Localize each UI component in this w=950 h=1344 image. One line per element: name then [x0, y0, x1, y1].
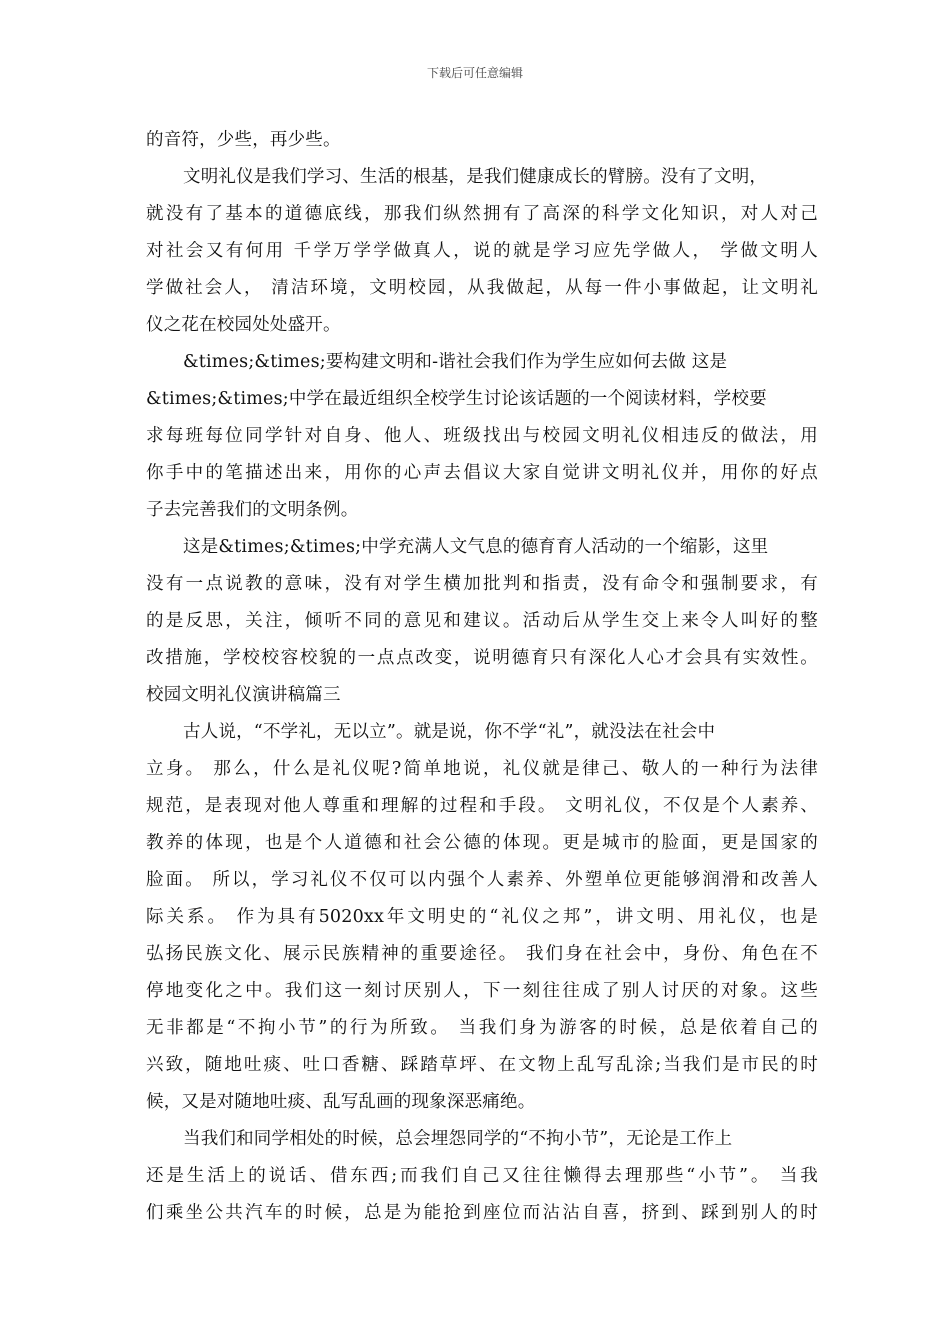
- text-line: 就没有了基本的道德底线，那我们纵然拥有了高深的科学文化知识，对人对己: [146, 204, 818, 224]
- text-line: 这是&times;&times;中学充满人文气息的德育育人活动的一个缩影，这里: [183, 537, 769, 557]
- text-line: 候，又是对随地吐痰、乱写乱画的现象深恶痛绝。: [146, 1092, 536, 1112]
- text-line: 脸面。 所以，学习礼仪不仅可以内强个人素养、外塑单位更能够润滑和改善人: [146, 870, 818, 890]
- text-line: 学做社会人， 清洁环境，文明校园，从我做起，从每一件小事做起，让文明礼: [146, 278, 818, 298]
- text-line: 规范，是表现对他人尊重和理解的过程和手段。 文明礼仪，不仅是个人素养、: [146, 796, 818, 816]
- text-line: 立身。 那么，什么是礼仪呢?简单地说，礼仪就是律己、敬人的一种行为法律: [146, 759, 818, 779]
- text-line: 的是反思，关注，倾听不同的意见和建议。活动后从学生交上来令人叫好的整: [146, 611, 818, 631]
- text-line: 的音符，少些，再少些。: [146, 130, 341, 150]
- text-line: 改措施，学校校容校貌的一点点改变，说明德育只有深化人心才会具有实效性。: [146, 648, 818, 668]
- body-text: [146, 118, 818, 1232]
- text-line: 对社会又有何用 千学万学学做真人，说的就是学习应先学做人， 学做文明人: [146, 241, 818, 261]
- text-line: 兴致，随地吐痰、吐口香糖、踩踏草坪、在文物上乱写乱涂;当我们是市民的时: [146, 1055, 818, 1075]
- text-line: 仪之花在校园处处盛开。: [146, 315, 341, 335]
- text-line: 文明礼仪是我们学习、生活的根基，是我们健康成长的臂膀。没有了文明，: [183, 167, 768, 187]
- text-line: 求每班每位同学针对自身、他人、班级找出与校园文明礼仪相违反的做法，用: [146, 426, 818, 446]
- text-line: &times;&times;要构建文明和-谐社会我们作为学生应如何去做 这是: [183, 352, 728, 372]
- text-line: 停地变化之中。我们这一刻讨厌别人，下一刻往往成了别人讨厌的对象。这些: [146, 981, 818, 1001]
- text-line: 际关系。 作为具有5020xx年文明史的“礼仪之邦”，讲文明、用礼仪，也是: [146, 907, 818, 927]
- page-header: 下载后可任意编辑: [426, 66, 523, 80]
- text-line: 弘扬民族文化、展示民族精神的重要途径。 我们身在社会中，身份、角色在不: [146, 944, 818, 964]
- text-line: 没有一点说教的意味，没有对学生横加批判和指责，没有命令和强制要求，有: [146, 574, 818, 594]
- text-line: 古人说，“不学礼，无以立”。就是说，你不学“礼”，就没法在社会中: [183, 722, 716, 742]
- text-line: 们乘坐公共汽车的时候，总是为能抢到座位而沾沾自喜，挤到、踩到别人的时: [146, 1203, 818, 1223]
- text-line: &times;&times;中学在最近组织全校学生讨论该话题的一个阅读材料，学校要: [146, 389, 767, 409]
- text-line: 教养的体现，也是个人道德和社会公德的体现。更是城市的脸面，更是国家的: [146, 833, 818, 853]
- section-heading: 校园文明礼仪演讲稿篇三: [146, 685, 341, 705]
- text-line: 你手中的笔描述出来，用你的心声去倡议大家自觉讲文明礼仪并，用你的好点: [146, 463, 818, 483]
- text-line: 无非都是“不拘小节”的行为所致。 当我们身为游客的时候，总是依着自己的: [146, 1018, 818, 1038]
- text-line: 子去完善我们的文明条例。: [146, 500, 359, 520]
- text-line: 还是生活上的说话、借东西;而我们自己又往往懒得去理那些“小节”。 当我: [146, 1166, 818, 1186]
- text-line: 当我们和同学相处的时候，总会埋怨同学的“不拘小节”，无论是工作上: [183, 1129, 733, 1149]
